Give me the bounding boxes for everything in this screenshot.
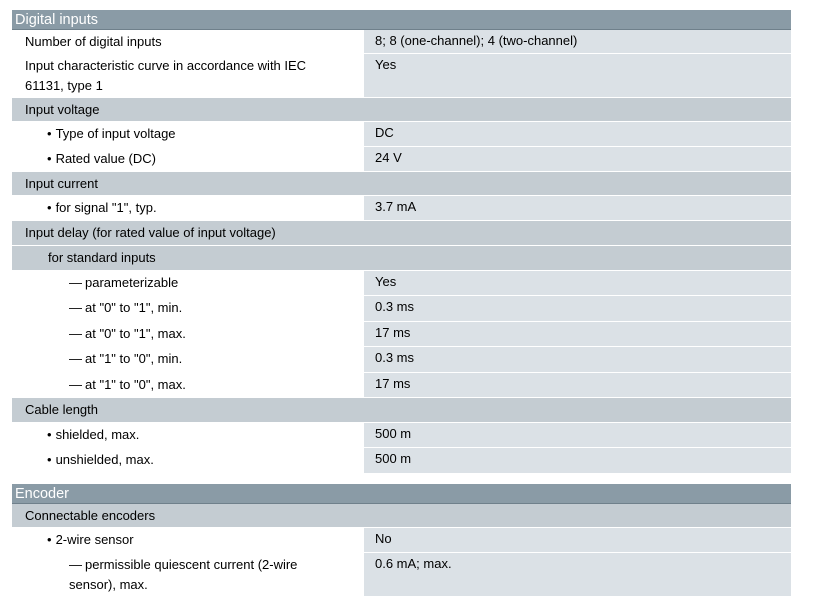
row-label-text: permissible quiescent current (2-wire sensor), max. xyxy=(69,557,298,592)
row-label xyxy=(12,122,364,146)
row-label xyxy=(12,322,364,346)
bullet-icon xyxy=(47,452,56,467)
row-label-text: at "1" to "0", max. xyxy=(85,377,186,392)
table-row xyxy=(12,322,791,347)
table-row xyxy=(12,271,791,296)
row-label-text: for signal "1", typ. xyxy=(55,200,157,215)
dash-icon xyxy=(69,300,85,315)
row-label xyxy=(12,271,364,295)
row-label-text: at "0" to "1", max. xyxy=(85,326,186,341)
row-value: Yes xyxy=(364,271,791,295)
dash-icon xyxy=(69,326,85,341)
row-value: DC xyxy=(364,122,791,146)
row-value: 500 m xyxy=(364,423,791,447)
table-row xyxy=(12,553,791,597)
spec-document xyxy=(12,10,791,597)
table-row xyxy=(12,528,791,553)
row-label-text: at "0" to "1", min. xyxy=(85,300,183,315)
row-label xyxy=(12,553,364,596)
dash-icon xyxy=(69,557,85,572)
row-label: Input characteristic curve in accordance with IEC 61131, type 1 xyxy=(12,54,364,97)
subsection-standard-inputs: for standard inputs xyxy=(12,246,791,271)
dash-icon xyxy=(69,377,85,392)
bullet-icon xyxy=(47,151,56,166)
row-label-text: at "1" to "0", min. xyxy=(85,351,183,366)
bullet-icon xyxy=(47,200,56,215)
row-value: 24 V xyxy=(364,147,791,171)
row-label xyxy=(12,296,364,321)
row-label-text: parameterizable xyxy=(85,275,179,290)
subsection-input-current: Input current xyxy=(12,172,791,196)
row-value: 17 ms xyxy=(364,322,791,346)
row-value: 0.3 ms xyxy=(364,296,791,321)
table-row xyxy=(12,373,791,398)
table-row xyxy=(12,147,791,172)
row-label xyxy=(12,147,364,171)
table-row xyxy=(12,448,791,474)
row-value: 0.6 mA; max. xyxy=(364,553,791,596)
bullet-icon xyxy=(47,126,56,141)
section-digital-inputs: Digital inputs xyxy=(12,10,791,30)
row-label xyxy=(12,448,364,473)
row-label-text: Rated value (DC) xyxy=(55,151,156,166)
table-row xyxy=(12,30,791,54)
subsection-input-delay: Input delay (for rated value of input voltage) xyxy=(12,221,791,246)
row-value: 8; 8 (one-channel); 4 (two-channel) xyxy=(364,30,791,53)
row-label xyxy=(12,196,364,220)
section-encoder: Encoder xyxy=(12,484,791,504)
row-label xyxy=(12,528,364,552)
row-label-text: Type of input voltage xyxy=(55,126,176,141)
row-label xyxy=(12,347,364,372)
table-row xyxy=(12,54,791,98)
table-row xyxy=(12,423,791,448)
subsection-input-voltage: Input voltage xyxy=(12,98,791,122)
row-label xyxy=(12,423,364,447)
bullet-icon xyxy=(47,532,56,547)
row-label-text: shielded, max. xyxy=(55,427,140,442)
row-label: Number of digital inputs xyxy=(12,30,364,53)
dash-icon xyxy=(69,351,85,366)
section-gap xyxy=(12,474,791,484)
row-label xyxy=(12,373,364,397)
row-value: 500 m xyxy=(364,448,791,473)
row-value: 3.7 mA xyxy=(364,196,791,220)
table-row xyxy=(12,196,791,221)
row-value: Yes xyxy=(364,54,791,97)
table-row xyxy=(12,296,791,322)
row-value: 0.3 ms xyxy=(364,347,791,372)
row-value: 17 ms xyxy=(364,373,791,397)
dash-icon xyxy=(69,275,85,290)
table-row xyxy=(12,122,791,147)
row-value: No xyxy=(364,528,791,552)
subsection-connectable-encoders: Connectable encoders xyxy=(12,504,791,528)
row-label-text: unshielded, max. xyxy=(55,452,154,467)
row-label-text: 2-wire sensor xyxy=(55,532,134,547)
bullet-icon xyxy=(47,427,56,442)
table-row xyxy=(12,347,791,373)
subsection-cable-length: Cable length xyxy=(12,398,791,423)
